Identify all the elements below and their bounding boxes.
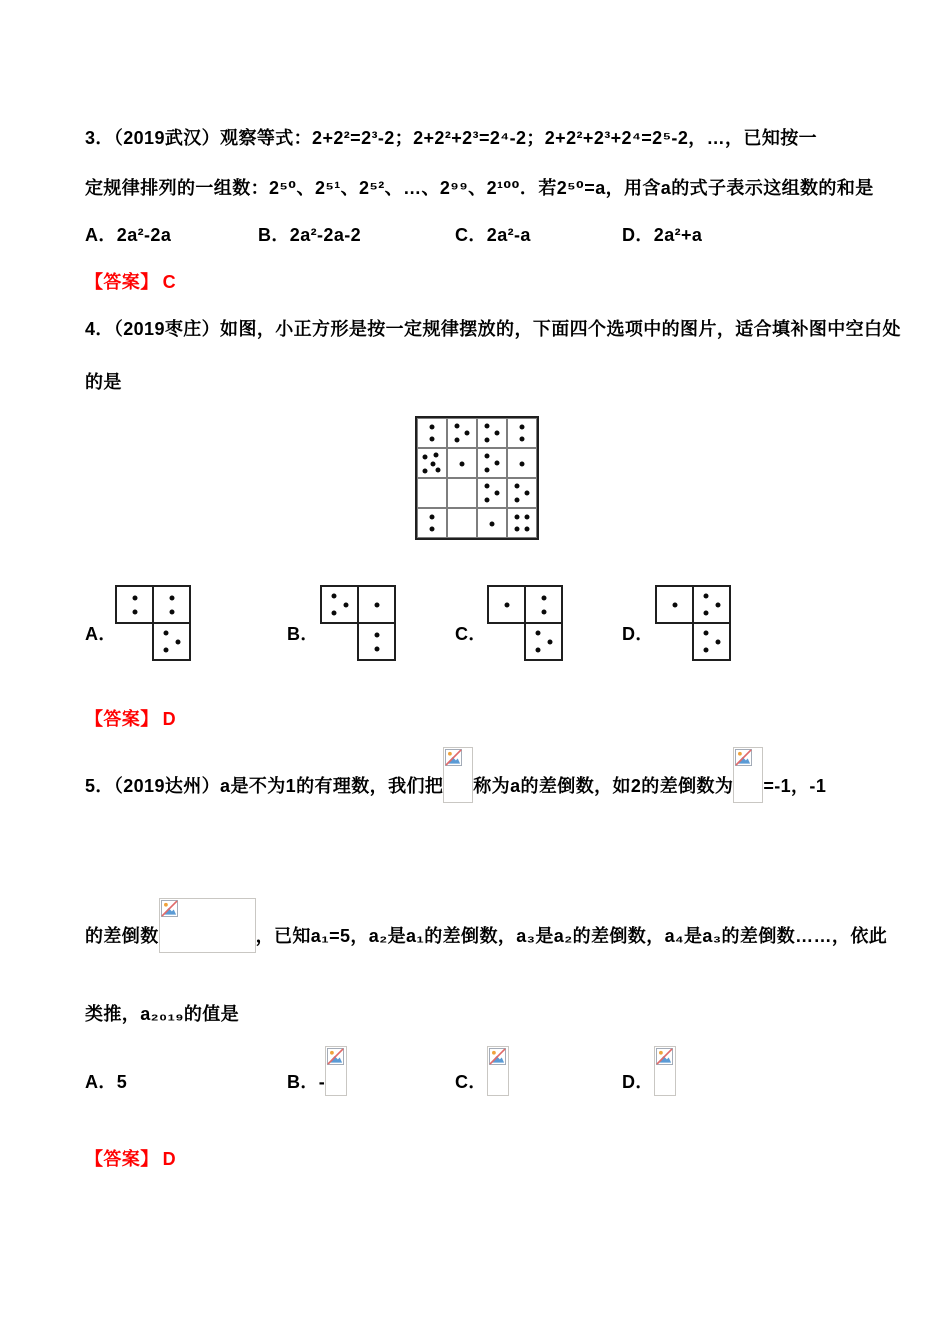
dot-cell [524, 585, 563, 624]
dot-cell [477, 508, 507, 538]
question-3-options-row [85, 223, 905, 247]
dot [163, 631, 168, 636]
dot-cell [417, 478, 447, 508]
broken-image-placeholder [325, 1046, 347, 1096]
dot-cell [417, 508, 447, 538]
q5-answer-label: 【答案】 [85, 1149, 159, 1169]
q4-answer-label: 【答案】 [85, 709, 159, 729]
dot [163, 648, 168, 653]
q5-option-a [85, 1045, 127, 1096]
dot-cell [447, 448, 477, 478]
broken-image-icon [161, 900, 178, 917]
dot-cell [357, 622, 396, 661]
dot [436, 467, 441, 472]
dot [175, 639, 180, 644]
dot [515, 498, 520, 503]
dot-cell [417, 418, 447, 448]
dot [703, 594, 708, 599]
q3-answer-letter: C [162, 272, 177, 292]
dot [343, 602, 348, 607]
dot-cell [357, 585, 396, 624]
dot-cell [507, 448, 537, 478]
dot [434, 453, 439, 458]
q4-answer-letter: D [162, 709, 177, 729]
dot [495, 461, 500, 466]
dot [374, 632, 379, 637]
q5-option-a-label: A．5 [85, 1072, 128, 1092]
q3-option-d: D．2a²+a [622, 225, 703, 245]
question-4-line-1: 4．（2019枣庄）如图，小正方形是按一定规律摆放的，下面四个选项中的图片，适合填补图中空白处 [85, 319, 901, 339]
dot-cell [692, 585, 731, 624]
dot [455, 424, 460, 429]
dot-cell [417, 448, 447, 478]
q3-option-b: B．2a²-2a-2 [258, 225, 362, 245]
dot [485, 484, 490, 489]
q4-option-b-label: B． [287, 624, 319, 644]
dot [331, 611, 336, 616]
dot [485, 498, 490, 503]
dot [703, 611, 708, 616]
dot-cell [477, 418, 507, 448]
dot [715, 602, 720, 607]
dot-cell [447, 478, 477, 508]
q5-option-c-label: C． [455, 1072, 487, 1092]
dot [703, 631, 708, 636]
dot-cell [447, 418, 477, 448]
broken-image-icon [735, 749, 752, 766]
dot [430, 425, 435, 430]
broken-image-placeholder [443, 747, 473, 803]
q4-option-d-label: D． [622, 624, 654, 644]
dot-cell [447, 508, 477, 538]
dot [465, 431, 470, 436]
dot-cell [655, 585, 694, 624]
dot [547, 639, 552, 644]
pattern-grid [415, 416, 539, 540]
dot [703, 648, 708, 653]
dot [423, 454, 428, 459]
q5-line2-part1: 的差倒数 [85, 926, 159, 946]
q4-option-c-piece [487, 585, 563, 661]
dot [514, 526, 519, 531]
dot [535, 631, 540, 636]
dot-cell [152, 622, 191, 661]
dot [374, 603, 379, 608]
q4-option-b-piece [320, 585, 396, 661]
dot [520, 425, 525, 430]
q5-option-b-label: B．- [287, 1072, 326, 1092]
dot [423, 469, 428, 474]
q3-answer-label: 【答案】 [85, 272, 159, 292]
broken-image-placeholder [733, 747, 763, 803]
dot [455, 438, 460, 443]
dot [430, 515, 435, 520]
dot-cell [507, 508, 537, 538]
dot [541, 610, 546, 615]
dot [525, 515, 530, 520]
dot [520, 437, 525, 442]
question-4-options-row [0, 583, 950, 663]
question-3-line-1: 3．（2019武汉）观察等式：2+2²=2³-2；2+2²+2³=2⁴-2；2+2²+2³+2⁴=2⁵-2，…，已知按一 [85, 128, 818, 148]
dot [515, 484, 520, 489]
broken-image-placeholder [487, 1046, 509, 1096]
q4-option-a-piece [115, 585, 191, 661]
dot-cell [477, 448, 507, 478]
dot [374, 647, 379, 652]
q5-option-d [622, 1045, 676, 1096]
question-5-line-1 [85, 746, 826, 803]
dot [535, 648, 540, 653]
broken-image-placeholder [159, 898, 256, 953]
dot [169, 595, 174, 600]
dot-cell [507, 478, 537, 508]
dot [331, 594, 336, 599]
dot [525, 526, 530, 531]
q3-option-a: A．2a²-2a [85, 225, 172, 245]
dot [132, 595, 137, 600]
q4-answer [85, 707, 176, 731]
dot-cell [152, 585, 191, 624]
q5-answer-letter: D [162, 1149, 177, 1169]
dot [485, 454, 490, 459]
question-3-line-2: 定规律排列的一组数：2⁵⁰、2⁵¹、2⁵²、…、2⁹⁹、2¹⁰⁰．若2⁵⁰=a，用含a的式子表示这组数的和是 [85, 178, 874, 198]
broken-image-icon [489, 1048, 506, 1065]
question-5-line-2 [85, 898, 887, 953]
dot [541, 595, 546, 600]
broken-image-icon [327, 1048, 344, 1065]
dot-cell [320, 585, 359, 624]
dot [485, 424, 490, 429]
dot [485, 468, 490, 473]
question-4-line-2: 的是 [85, 372, 122, 392]
dot [495, 491, 500, 496]
dot [460, 461, 465, 466]
dot [514, 515, 519, 520]
dot [525, 491, 530, 496]
dot-cell [115, 585, 154, 624]
broken-image-icon [656, 1048, 673, 1065]
q5-line1-part2: 称为a的差倒数，如2的差倒数为 [473, 776, 734, 796]
dot [132, 610, 137, 615]
dot [430, 461, 435, 466]
dot [715, 639, 720, 644]
q5-option-b [287, 1045, 347, 1096]
dot-cell [507, 418, 537, 448]
question-5-line-3: 类推，a₂₀₁₉的值是 [85, 1004, 240, 1024]
dot [672, 603, 677, 608]
q5-line1-part3: =-1，-1 [763, 776, 827, 796]
q4-option-a-label: A． [85, 624, 117, 644]
dot [490, 521, 495, 526]
q5-option-d-label: D． [622, 1072, 654, 1092]
q5-option-c [455, 1045, 509, 1096]
dot-cell [692, 622, 731, 661]
broken-image-icon [445, 749, 462, 766]
q3-answer [85, 270, 176, 294]
dot [504, 603, 509, 608]
dot-cell [524, 622, 563, 661]
dot [169, 610, 174, 615]
q3-option-c: C．2a²-a [455, 225, 531, 245]
dot [495, 431, 500, 436]
dot-cell [487, 585, 526, 624]
dot [485, 438, 490, 443]
dot [430, 527, 435, 532]
q5-line1-part1: 5．（2019达州）a是不为1的有理数，我们把 [85, 776, 444, 796]
q4-option-d-piece [655, 585, 731, 661]
dot [520, 461, 525, 466]
q4-option-c-label: C． [455, 624, 487, 644]
broken-image-placeholder [654, 1046, 676, 1096]
question-5-options-row [0, 1045, 950, 1100]
q5-answer [85, 1147, 176, 1171]
dot-cell [477, 478, 507, 508]
dot [430, 437, 435, 442]
q5-line2-part2: ，已知a₁=5，a₂是a₁的差倒数，a₃是a₂的差倒数，a₄是a₃的差倒数……，依此 [255, 926, 888, 946]
